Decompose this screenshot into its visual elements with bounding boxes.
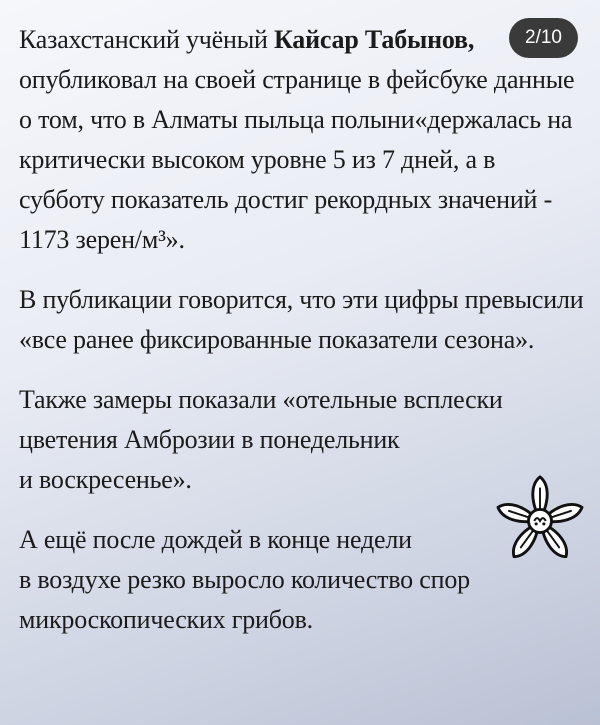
paragraph-1 [19, 20, 584, 260]
paragraph-4-line-2: в воздухе резко выросло количество спор микроскопических грибов. [19, 565, 470, 634]
paragraph-2: В публикации говорится, что эти цифры превысили «все ранее фиксированные показатели сезона». [19, 285, 584, 354]
paragraph-3-line-1: Также замеры показали «отельные всплески цветения Амброзии в понедельник [19, 385, 503, 454]
paragraph-1-intro: Казахстанский учёный [19, 25, 274, 54]
scientist-name: Кайсар Табынов, [274, 25, 475, 54]
flower-icon [492, 473, 588, 569]
paragraph-4-line-1: А ещё после дождей в конце недели [19, 525, 412, 554]
paragraph-3-line-2: и воскресенье». [19, 465, 192, 494]
paragraph-1-body: опубликовал на своей странице в фейсбуке данные о том, что в Алматы пыльца полыни«держалась на критически высоком уровне 5 из 7 дней, а в субботу показатель достиг рекордных значений - 1173 зерен/м³». [19, 65, 575, 254]
slide-counter: 2/10 [509, 18, 578, 58]
